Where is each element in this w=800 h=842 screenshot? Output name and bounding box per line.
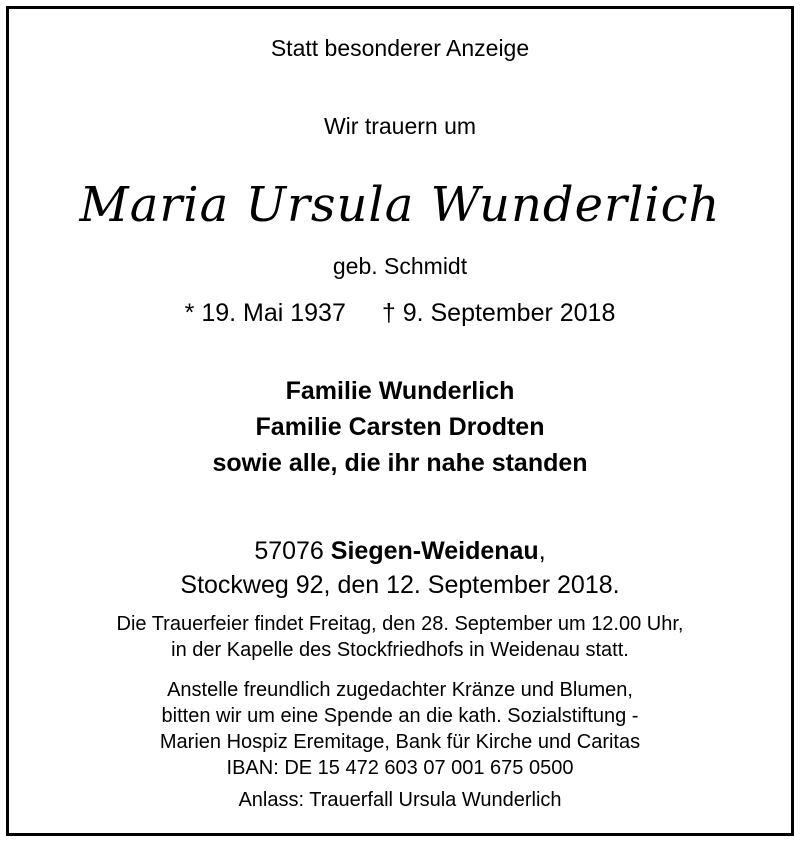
mourner-line: Familie Carsten Drodten: [255, 413, 545, 441]
death-date: † 9. September 2018: [381, 299, 616, 327]
deceased-name: Maria Ursula Wunderlich: [79, 177, 721, 233]
maiden-name: geb. Schmidt: [332, 253, 468, 279]
mourner-line: Familie Wunderlich: [285, 377, 515, 405]
birth-date: * 19. Mai 1937: [184, 299, 346, 327]
city: Siegen-Weidenau: [330, 537, 539, 565]
notice-intro: Statt besonderer Anzeige: [270, 35, 530, 61]
donation-line: Anstelle freundlich zugedachter Kränze und Blumen,: [167, 679, 633, 701]
donation-reference-line: Anlass: Trauerfall Ursula Wunderlich: [238, 789, 562, 811]
life-dates: [9, 299, 791, 328]
place-comma: ,: [538, 537, 546, 565]
ceremony-line: in der Kapelle des Stockfriedhofs in Weidenau statt.: [171, 639, 629, 661]
iban-line: IBAN: DE 15 472 603 07 001 675 0500: [226, 757, 574, 779]
place-line: [9, 537, 791, 566]
postcode: 57076: [254, 537, 324, 565]
mourner-line: sowie alle, die ihr nahe standen: [212, 449, 588, 477]
dateline: Stockweg 92, den 12. September 2018.: [180, 571, 620, 599]
ceremony-line: Die Trauerfeier findet Freitag, den 28. September um 12.00 Uhr,: [116, 613, 684, 635]
obituary-notice: [6, 6, 794, 836]
donation-line: bitten wir um eine Spende an die kath. Sozialstiftung -: [161, 705, 639, 727]
donation-line: Marien Hospiz Eremitage, Bank für Kirche und Caritas: [159, 731, 641, 753]
mourning-line: Wir trauern um: [323, 113, 477, 139]
